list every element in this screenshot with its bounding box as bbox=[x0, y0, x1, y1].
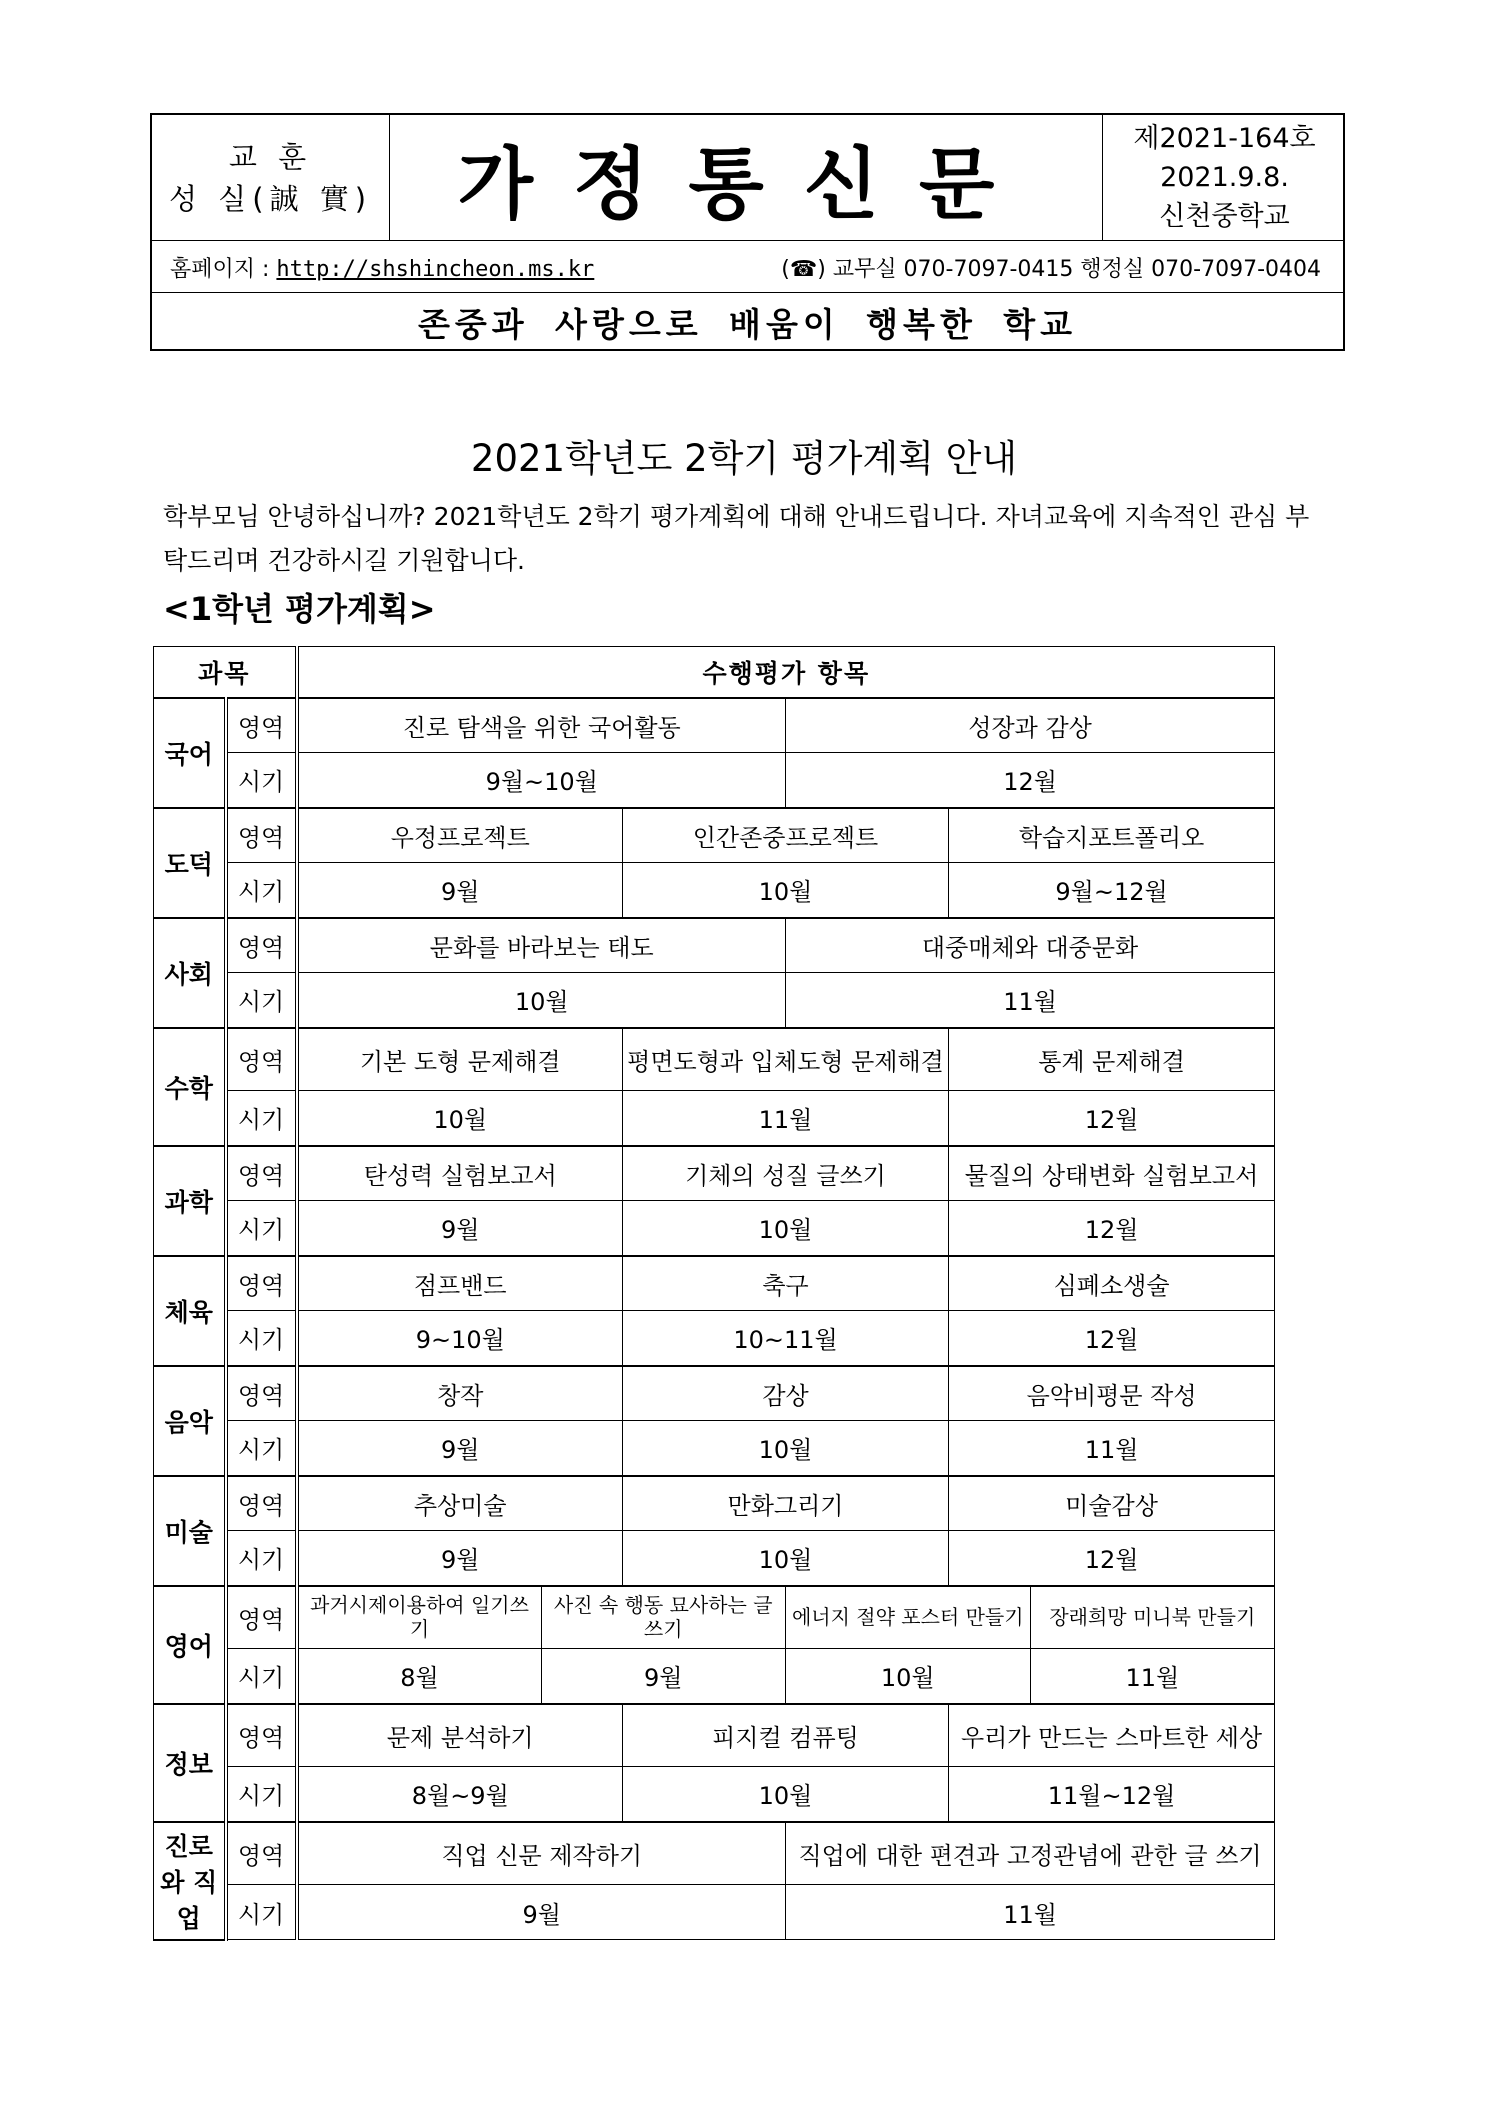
table-row bbox=[154, 1476, 1275, 1531]
homepage-label: 홈페이지 : bbox=[170, 257, 270, 282]
time-cell: 8월 bbox=[297, 1649, 542, 1704]
area-label: 영역 bbox=[226, 1146, 297, 1201]
area-cell: 음악비평문 작성 bbox=[949, 1366, 1275, 1421]
area-label: 영역 bbox=[226, 1822, 297, 1885]
area-label: 영역 bbox=[226, 918, 297, 973]
issue-number: 제2021-164호 bbox=[1133, 123, 1316, 154]
area-cell: 사진 속 행동 묘사하는 글 쓰기 bbox=[541, 1586, 786, 1649]
table-head-items: 수행평가 항목 bbox=[297, 647, 1275, 698]
time-cell: 11월~12월 bbox=[949, 1767, 1275, 1822]
motto-text: 성 실(誠 實) bbox=[168, 181, 373, 216]
area-cell: 평면도형과 입체도형 문제해결 bbox=[623, 1028, 949, 1091]
table-row bbox=[154, 1201, 1275, 1256]
time-cell: 11월 bbox=[786, 1885, 1275, 1940]
table-row bbox=[154, 1366, 1275, 1421]
subject-name: 도덕 bbox=[154, 808, 226, 918]
section-title: <1학년 평가계획> bbox=[163, 590, 436, 628]
area-label: 영역 bbox=[226, 1476, 297, 1531]
time-cell: 9월 bbox=[297, 1531, 623, 1586]
area-cell: 진로 탐색을 위한 국어활동 bbox=[297, 698, 786, 753]
subject-name: 영어 bbox=[154, 1586, 226, 1704]
table-row bbox=[154, 808, 1275, 863]
contact-row bbox=[152, 240, 1343, 293]
time-cell: 9월~10월 bbox=[297, 753, 786, 808]
area-cell: 축구 bbox=[623, 1256, 949, 1311]
area-cell: 과거시제이용하여 일기쓰기 bbox=[297, 1586, 542, 1649]
evaluation-plan-table bbox=[153, 646, 1275, 1941]
time-cell: 8월~9월 bbox=[297, 1767, 623, 1822]
newsletter-header bbox=[150, 113, 1345, 351]
time-label: 시기 bbox=[226, 1531, 297, 1586]
area-cell: 문화를 바라보는 태도 bbox=[297, 918, 786, 973]
table-row bbox=[154, 1822, 1275, 1885]
area-cell: 문제 분석하기 bbox=[297, 1704, 623, 1767]
time-cell: 11월 bbox=[1030, 1649, 1275, 1704]
time-cell: 12월 bbox=[786, 753, 1275, 808]
school-motto bbox=[152, 115, 390, 240]
time-label: 시기 bbox=[226, 863, 297, 918]
table-row bbox=[154, 698, 1275, 753]
area-cell: 장래희망 미니북 만들기 bbox=[1030, 1586, 1275, 1649]
area-cell: 감상 bbox=[623, 1366, 949, 1421]
area-cell: 직업 신문 제작하기 bbox=[297, 1822, 786, 1885]
subject-name: 미술 bbox=[154, 1476, 226, 1586]
phone-numbers: (☎) 교무실 070-7097-0415 행정실 070-7097-0404 bbox=[781, 257, 1321, 282]
area-label: 영역 bbox=[226, 1256, 297, 1311]
intro-paragraph: 학부모님 안녕하십니까? 2021학년도 2학기 평가계획에 대해 안내드립니다. 자녀교육에 지속적인 관심 부탁드리며 건강하시길 기원합니다. bbox=[163, 502, 1310, 575]
area-cell: 학습지포트폴리오 bbox=[949, 808, 1275, 863]
area-cell: 우정프로젝트 bbox=[297, 808, 623, 863]
time-cell: 10월 bbox=[623, 1421, 949, 1476]
area-cell: 통계 문제해결 bbox=[949, 1028, 1275, 1091]
subject-name: 과학 bbox=[154, 1146, 226, 1256]
area-label: 영역 bbox=[226, 1366, 297, 1421]
homepage-link[interactable]: http://shshincheon.ms.kr bbox=[276, 257, 595, 282]
table-row bbox=[154, 1586, 1275, 1649]
table-row bbox=[154, 1649, 1275, 1704]
time-cell: 10월 bbox=[623, 1201, 949, 1256]
area-label: 영역 bbox=[226, 698, 297, 753]
time-label: 시기 bbox=[226, 1885, 297, 1940]
time-cell: 9~10월 bbox=[297, 1311, 623, 1366]
subject-name: 체육 bbox=[154, 1256, 226, 1366]
table-row bbox=[154, 1421, 1275, 1476]
table-row bbox=[154, 1028, 1275, 1091]
area-cell: 대중매체와 대중문화 bbox=[786, 918, 1275, 973]
time-label: 시기 bbox=[226, 1311, 297, 1366]
table-row bbox=[154, 1885, 1275, 1940]
area-label: 영역 bbox=[226, 1586, 297, 1649]
time-cell: 9월 bbox=[297, 1201, 623, 1256]
header-top-row bbox=[152, 115, 1343, 241]
time-cell: 12월 bbox=[949, 1091, 1275, 1146]
time-cell: 10월 bbox=[623, 1531, 949, 1586]
homepage bbox=[170, 252, 594, 283]
subject-name: 정보 bbox=[154, 1704, 226, 1822]
table-row bbox=[154, 973, 1275, 1028]
table-row bbox=[154, 1767, 1275, 1822]
table-row bbox=[154, 753, 1275, 808]
area-label: 영역 bbox=[226, 808, 297, 863]
time-cell: 9월 bbox=[297, 1885, 786, 1940]
table-row bbox=[154, 1256, 1275, 1311]
time-cell: 11월 bbox=[623, 1091, 949, 1146]
area-label: 영역 bbox=[226, 1704, 297, 1767]
time-cell: 10월 bbox=[786, 1649, 1031, 1704]
area-cell: 인간존중프로젝트 bbox=[623, 808, 949, 863]
area-cell: 직업에 대한 편견과 고정관념에 관한 글 쓰기 bbox=[786, 1822, 1275, 1885]
time-cell: 10~11월 bbox=[623, 1311, 949, 1366]
time-cell: 9월 bbox=[541, 1649, 786, 1704]
table-row bbox=[154, 918, 1275, 973]
subject-name: 수학 bbox=[154, 1028, 226, 1146]
table-row bbox=[154, 1704, 1275, 1767]
time-label: 시기 bbox=[226, 1421, 297, 1476]
issue-date: 2021.9.8. bbox=[1160, 162, 1289, 193]
time-label: 시기 bbox=[226, 1091, 297, 1146]
document-title: 2021학년도 2학기 평가계획 안내 bbox=[470, 437, 1018, 480]
time-cell: 9월~12월 bbox=[949, 863, 1275, 918]
time-cell: 12월 bbox=[949, 1311, 1275, 1366]
subject-name: 사회 bbox=[154, 918, 226, 1028]
area-cell: 미술감상 bbox=[949, 1476, 1275, 1531]
motto-label: 교 훈 bbox=[228, 139, 313, 174]
area-cell: 기체의 성질 글쓰기 bbox=[623, 1146, 949, 1201]
time-cell: 10월 bbox=[623, 863, 949, 918]
area-cell: 성장과 감상 bbox=[786, 698, 1275, 753]
time-cell: 9월 bbox=[297, 1421, 623, 1476]
area-cell: 우리가 만드는 스마트한 세상 bbox=[949, 1704, 1275, 1767]
area-cell: 만화그리기 bbox=[623, 1476, 949, 1531]
area-cell: 창작 bbox=[297, 1366, 623, 1421]
time-label: 시기 bbox=[226, 1649, 297, 1704]
time-cell: 11월 bbox=[949, 1421, 1275, 1476]
school-name: 신천중학교 bbox=[1159, 201, 1290, 232]
time-cell: 12월 bbox=[949, 1531, 1275, 1586]
subject-name: 국어 bbox=[154, 698, 226, 808]
time-label: 시기 bbox=[226, 1767, 297, 1822]
time-cell: 10월 bbox=[623, 1767, 949, 1822]
area-cell: 탄성력 실험보고서 bbox=[297, 1146, 623, 1201]
time-cell: 9월 bbox=[297, 863, 623, 918]
table-row bbox=[154, 863, 1275, 918]
area-cell: 추상미술 bbox=[297, 1476, 623, 1531]
time-cell: 10월 bbox=[297, 973, 786, 1028]
time-label: 시기 bbox=[226, 973, 297, 1028]
issue-info bbox=[1102, 115, 1346, 240]
table-row bbox=[154, 1146, 1275, 1201]
time-cell: 10월 bbox=[297, 1091, 623, 1146]
area-cell: 피지컬 컴퓨팅 bbox=[623, 1704, 949, 1767]
area-cell: 점프밴드 bbox=[297, 1256, 623, 1311]
table-head-subject: 과목 bbox=[154, 647, 297, 698]
area-cell: 기본 도형 문제해결 bbox=[297, 1028, 623, 1091]
area-cell: 에너지 절약 포스터 만들기 bbox=[786, 1586, 1031, 1649]
newsletter-title: 가정통신문 bbox=[457, 139, 1035, 230]
table-row bbox=[154, 1091, 1275, 1146]
time-cell: 11월 bbox=[786, 973, 1275, 1028]
table-row bbox=[154, 1311, 1275, 1366]
school-slogan: 존중과 사랑으로 배움이 행복한 학교 bbox=[417, 304, 1078, 344]
time-cell: 12월 bbox=[949, 1201, 1275, 1256]
area-label: 영역 bbox=[226, 1028, 297, 1091]
table-row bbox=[154, 1531, 1275, 1586]
time-label: 시기 bbox=[226, 753, 297, 808]
time-label: 시기 bbox=[226, 1201, 297, 1256]
area-cell: 심폐소생술 bbox=[949, 1256, 1275, 1311]
subject-name: 진로와 직업 bbox=[154, 1822, 226, 1940]
subject-name: 음악 bbox=[154, 1366, 226, 1476]
area-cell: 물질의 상태변화 실험보고서 bbox=[949, 1146, 1275, 1201]
